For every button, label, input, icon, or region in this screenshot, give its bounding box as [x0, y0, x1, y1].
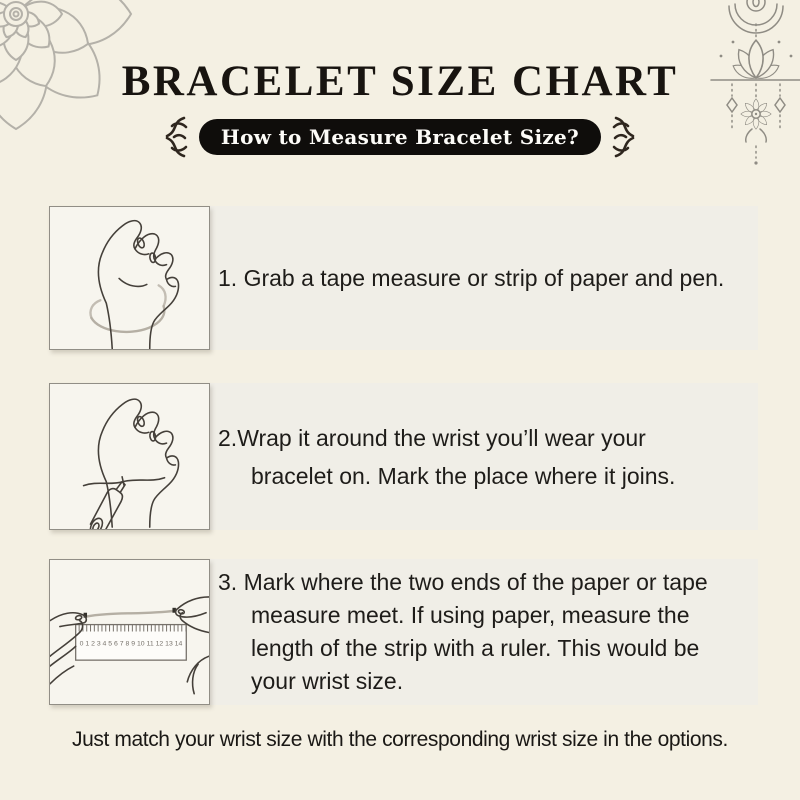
step-row-1: [49, 206, 758, 350]
subtitle-badge-row: [0, 114, 800, 160]
step2-number: 2.: [218, 424, 238, 451]
step3-text-area: [210, 559, 758, 705]
step3-number: 3.: [218, 569, 244, 595]
swirl-flourish-left-icon: [159, 115, 189, 159]
step1-text-area: [210, 206, 758, 350]
fist-tape-measure-icon: [50, 207, 209, 349]
step3-illustration: [49, 559, 210, 705]
step2-text-area: [210, 383, 758, 530]
fist-marker-pen-icon: [50, 384, 209, 529]
step3-instruction: [218, 566, 731, 698]
step1-number: 1.: [218, 265, 244, 291]
subtitle-badge: How to Measure Bracelet Size?: [199, 119, 601, 155]
ruler-numbers: 0 1 2 3 4 5 6 7 8 9 10 11 12 13 14: [79, 640, 184, 648]
step2-illustration: [49, 383, 210, 530]
swirl-flourish-right-icon: [611, 115, 641, 159]
step2-text: Wrap it around the wrist you’ll wear your bracelet on. Mark the place where it joins.: [237, 424, 676, 489]
step-row-2: [49, 383, 758, 530]
hands-ruler-strip-icon: [50, 560, 209, 704]
step1-text: Grab a tape measure or strip of paper and pen.: [243, 265, 725, 291]
step1-illustration: [49, 206, 210, 350]
footer-note: Just match your wrist size with the corresponding wrist size in the options.: [72, 728, 728, 751]
page-title: BRACELET SIZE CHART: [121, 58, 679, 105]
step-row-3: [49, 559, 758, 705]
step1-instruction: [218, 259, 731, 297]
step3-text: Mark where the two ends of the paper or tape measure meet. If using paper, measure the length of the strip with a ruler. This would be your wrist size.: [243, 569, 708, 694]
step2-instruction: [218, 419, 731, 495]
